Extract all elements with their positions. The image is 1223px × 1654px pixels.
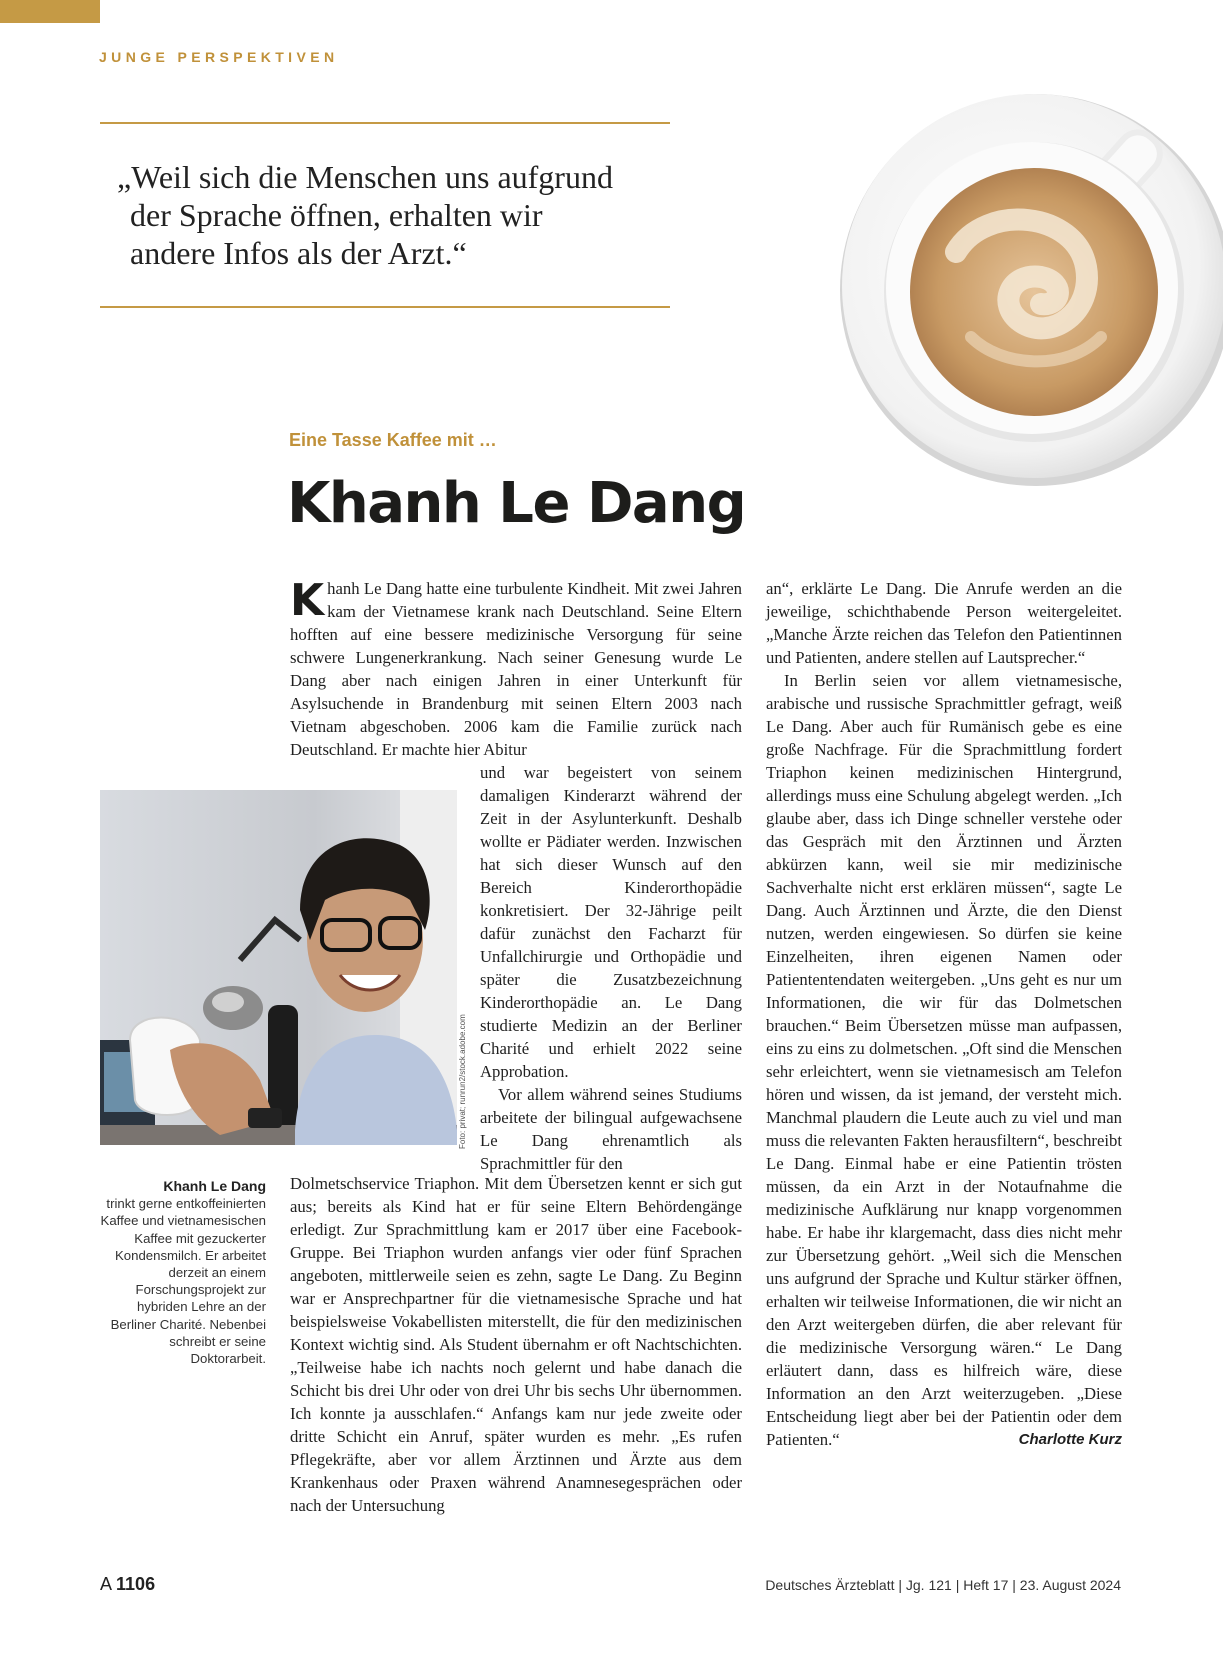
page-number-value: 1106 [116, 1574, 156, 1594]
quote-rule-top [100, 122, 670, 124]
photo-credit: Foto: privat; runrun2/stock.adobe.com [458, 1014, 467, 1149]
paragraph-text: In Berlin seien vor allem vietnamesische, arabische und russische Sprachmittler gefragt, weiß Le Dang. Aber auch für Rumänisch gebe es eine große Nachfrage. Für die Sprachmittlung fordert Triaphon keinen medizinischen Hintergrund, allerdings muss eine Schulung abgelegt werden. „Ich glaube aber, dass ich Dinge schneller verstehe oder das Gespräch mit den Ärztinnen und Ärzten abkürzen kann, weil sie mir medizinische Sachverhalte nicht erst erklären müssen“, sagte Le Dang. Auch Ärztinnen und Ärzte, die den Dienst nutzen, werden eingewiesen. So dürfen sie keine Einzelheiten, ihren eigenen Namen oder Patiententendaten weitergeben. „Uns geht es nur um Informationen, die wir für das Dolmetschen brauchen.“ Beim Übersetzen müsse man aufpassen, eins zu eins zu dolmetschen. „Oft sind die Menschen sehr erleichtert, wenn sie vietnamesisch am Telefon hören und wissen, da ist jemand, der versteht mich. Manchmal plaudern die Leute auch zu viel und man muss die relevanten Fakten herausfiltern“, beschreibt Le Dang. Einmal habe er eine Patientin trösten müssen, da ein Arzt in der Notaufnahme die medizinische Aufklärung nur knapp vorgenommen habe. Er habe ihr klargemacht, dass dies nicht mehr zur Übersetzung gehört. „Weil sich die Menschen uns aufgrund der Sprache und Kultur stärker öffnen, erhalten wir teilweise Informationen, die wir nicht an den Arzt weitergeben dürfen, die aber relevant für die medizinische Versorgung wären.“ Le Dang erläutert dann, dass es hilfreich wäre, diese Information an den Arzt weiterzugeben. „Diese Entscheidung liegt aber bei der Patientin oder dem Patienten.“ [766, 671, 1122, 1449]
pull-quote [117, 158, 677, 272]
corner-accent-bar [0, 0, 100, 23]
article-kicker: Eine Tasse Kaffee mit … [289, 430, 497, 450]
article-paragraph-2-continued: Dolmetschservice Triaphon. Mit dem Übersetzen kennt er sich gut aus; bereits als Kind hat er für seine Eltern Behördengänge erledigt. Zur Sprachmittlung kam er 2017 über eine Facebook-Gruppe. Bei Triaphon wurden anfangs vier oder fünf Sprachen angeboten, mittlerweile seien es zehn, sagte Le Dang. Zu Beginn war er Ansprechpartner für die vietnamesische Sprache und hat beispielsweise Vokabellisten miterstellt, die für den medizinischen Kontext wichtig sind. Als Student übernahm er oft Nachtschichten. „Teilweise habe ich nachts noch gelernt und habe danach die Schicht bis drei Uhr oder von drei Uhr bis sechs Uhr übernommen. Ich konnte ja ausschlafen.“ Anfangs kam nur jede zweite oder dritte Schicht ein Anruf, später wurden es mehr. „Es rufen Pflegekräfte, aber vor allem Ärztinnen und Ärzte aus dem Krankenhaus oder Praxen während Anamnesegesprächen oder nach der Untersuchung [290, 1174, 742, 1515]
journal-reference: Deutsches Ärzteblatt | Jg. 121 | Heft 17 | 23. August 2024 [765, 1577, 1121, 1593]
author-byline: Charlotte Kurz [1018, 1431, 1122, 1448]
quote-rule-bottom [100, 306, 670, 308]
pull-quote-line: andere Infos als der Arzt.“ [130, 235, 467, 271]
pull-quote-line: „Weil sich die Menschen uns aufgrund [117, 159, 613, 195]
caption-name: Khanh Le Dang [163, 1178, 266, 1194]
page-number [100, 1574, 155, 1595]
article-paragraph-1-continued: und war begeistert von seinem damaligen Kinderarzt während der Zeit in der Asylunterkunft. Deshalb wollte er Pädiater werden. Inzwischen hat sich dieser Wunsch auf den Bereich Kinderorthopädie konkretisiert. Der 32-Jährige peilt dafür zunächst den Facharzt für Unfallchirurgie und Orthopädie und später die Zusatzbezeichnung Kinderorthopädie an. Le Dang studierte Medizin an der Berliner Charité und erhielt 2022 seine Approbation. [480, 763, 742, 1081]
article-paragraph-1 [290, 577, 742, 761]
article-title: Khanh Le Dang [287, 471, 746, 536]
photo-caption [96, 1178, 266, 1367]
article-column-2 [766, 577, 1122, 1451]
section-label: JUNGE PERSPEKTIVEN [99, 49, 339, 65]
article-paragraph-2: Vor allem während seines Studiums arbeitete der bilingual aufgewachsene Le Dang ehrenamtlich als Sprachmittler für den [480, 1085, 742, 1173]
paragraph-text: hanh Le Dang hatte eine turbulente Kindheit. Mit zwei Jahren kam der Vietnamese krank nach Deutschland. Seine Eltern hofften auf eine bessere medizinische Versorgung für seine schwere Lungenerkrankung. Nach seiner Genesung wurde Le Dang aber nach einigen Jahren in einer Unterkunft für Asylsuchende in Brandenburg mit seinen Eltern 2003 nach Vietnam abgeschoben. 2006 kam die Familie zurück nach Deutschland. Er machte hier Abitur [290, 579, 742, 759]
portrait-photo [100, 790, 457, 1145]
article-paragraph-3 [766, 669, 1122, 1451]
page-prefix: A [100, 1574, 112, 1594]
article-paragraph-2-end: an“, erklärte Le Dang. Die Anrufe werden an die jeweilige, schichthabende Person weitergeleitet. „Manche Ärzte reichen das Telefon den Patientinnen und Patienten, andere stellen auf Lautsprecher.“ [766, 579, 1122, 667]
coffee-cup-image [836, 92, 1223, 490]
caption-text: trinkt gerne entkoffeinierten Kaffee und vietnamesischen Kaffee mit gezuckerter Kondensmilch. Er arbeitet derzeit an einem Forschungsprojekt zur hybriden Lehre an der Berliner Charité. Nebenbei schreibt er seine Doktorarbeit. [100, 1196, 266, 1367]
pull-quote-line: der Sprache öffnen, erhalten wir [130, 197, 543, 233]
drop-cap: K [290, 575, 325, 626]
